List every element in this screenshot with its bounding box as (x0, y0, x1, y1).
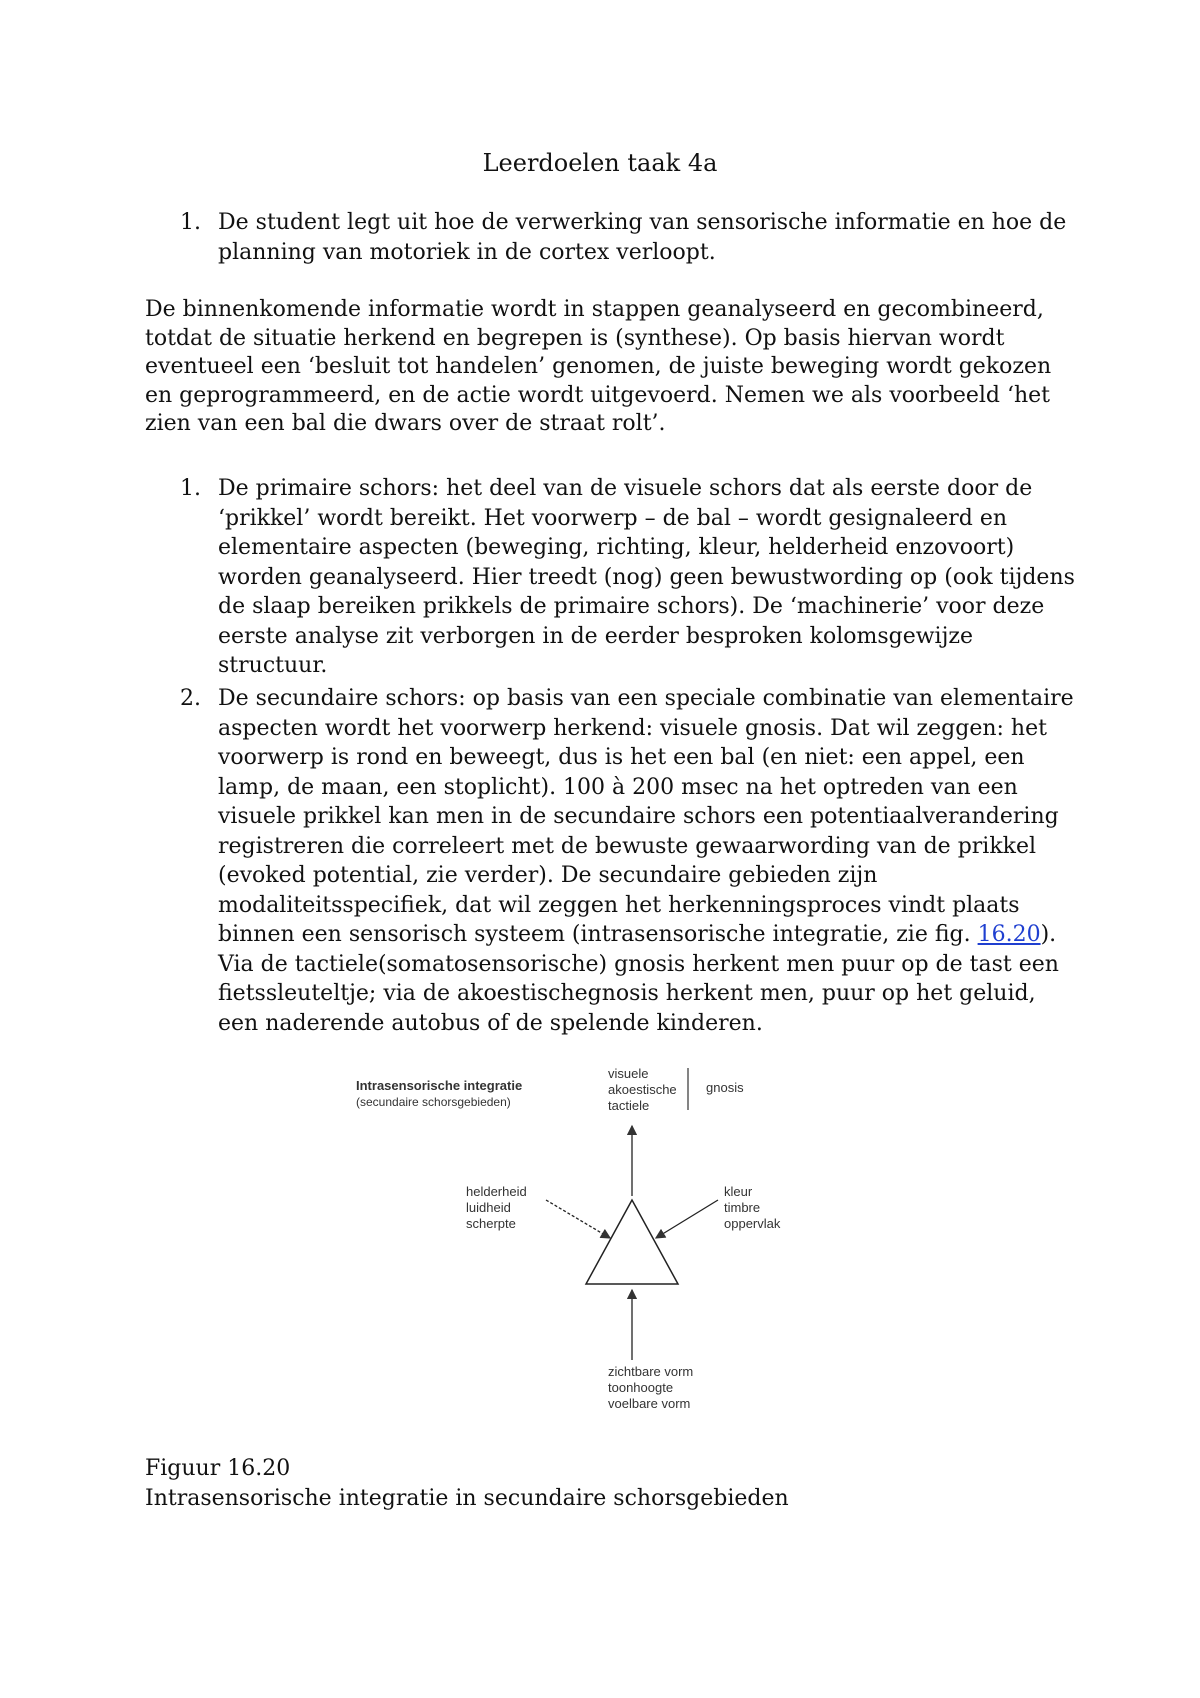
top-label-tactile: tactiele (608, 1098, 650, 1113)
figure-caption-text: Intrasensorische integratie in secundaire schorsgebieden (145, 1486, 789, 1511)
figure-subheading: (secundaire schorsgebieden) (356, 1095, 511, 1109)
left-label-brightness: helderheid (466, 1184, 527, 1199)
objective-number: 1. (180, 210, 201, 235)
top-label-visual: visuele (608, 1066, 649, 1081)
right-label-color: kleur (724, 1184, 753, 1199)
arrow-from-right (656, 1200, 718, 1238)
intrasensory-integration-figure (340, 1060, 860, 1420)
item-2-number: 2. (180, 686, 201, 711)
figure-reference-link[interactable]: 16.20 (977, 922, 1041, 947)
figure-caption-label: Figuur 16.20 (145, 1456, 291, 1481)
top-label-gnosis: gnosis (706, 1080, 744, 1095)
intro-paragraph: De binnenkomende informatie wordt in stappen geanalyseerd en gecombineerd, totdat de situatie herkend en begrepen is (synthese). Op basis hiervan wordt eventueel een ‘besluit tot handelen’ genomen, de juiste beweging wordt gekozen en geprogrammeerd, en de actie wordt uitgevoerd. Nemen we als voorbeeld ‘het zien van een bal die dwars over de straat rolt’. (145, 297, 1052, 436)
page-title: Leerdoelen taak 4a (482, 149, 718, 177)
bottom-label-pitch: toonhoogte (608, 1380, 674, 1395)
item-2-text-after: ). Via de tactiele(somatosensorische) gnosis herkent men puur op de tast een fietssleuteltje; via de akoestischegnosis herkent men, puur op het geluid, een naderende autobus of de spelende kinderen. (218, 922, 1059, 1036)
arrow-from-left (546, 1200, 610, 1238)
integration-triangle (586, 1200, 678, 1284)
bottom-label-tactile-shape: voelbare vorm (608, 1396, 691, 1411)
item-1-text: De primaire schors: het deel van de visuele schors dat als eerste door de ‘prikkel’ wordt bereikt. Het voorwerp – de bal – wordt gesignaleerd en elementaire aspecten (beweging, richting, kleur, helderheid enzovoort) worden geanalyseerd. Hier treedt (nog) geen bewustwording op (ook tijdens de slaap bereiken prikkels de primaire schors). De ‘machinerie’ voor deze eerste analyse zit verborgen in de eerder besproken kolomsgewijze structuur. (218, 476, 1075, 678)
item-2-text-before: De secundaire schors: op basis van een speciale combinatie van elementaire aspecten wordt het voorwerp herkend: visuele gnosis. Dat wil zeggen: het voorwerp is rond en beweegt, dus is het een bal (en niet: een appel, een lamp, de maan, een stoplicht). 100 à 200 msec na het optreden van een visuele prikkel kan men in de secundaire schors een potentiaalverandering registreren die correleert met de bewuste gewaarwording van de prikkel (evoked potential, zie verder). De secundaire gebieden zijn modaliteitsspecifiek, dat wil zeggen het herkenningsproces vindt plaats binnen een sensorisch systeem (intrasensorische integratie, zie fig. (218, 686, 1074, 947)
right-label-timbre: timbre (724, 1200, 761, 1215)
item-1-number: 1. (180, 476, 201, 501)
top-label-acoustic: akoestische (608, 1082, 677, 1097)
figure-heading: Intrasensorische integratie (356, 1078, 523, 1093)
left-label-sharpness: scherpte (466, 1216, 516, 1231)
objective-text: De student legt uit hoe de verwerking van sensorische informatie en hoe de planning van motoriek in de cortex verloopt. (218, 210, 1067, 265)
right-label-surface: oppervlak (724, 1216, 781, 1231)
bottom-label-visible-shape: zichtbare vorm (608, 1364, 694, 1379)
left-label-loudness: luidheid (466, 1200, 511, 1215)
item-2-text (218, 684, 1078, 1038)
